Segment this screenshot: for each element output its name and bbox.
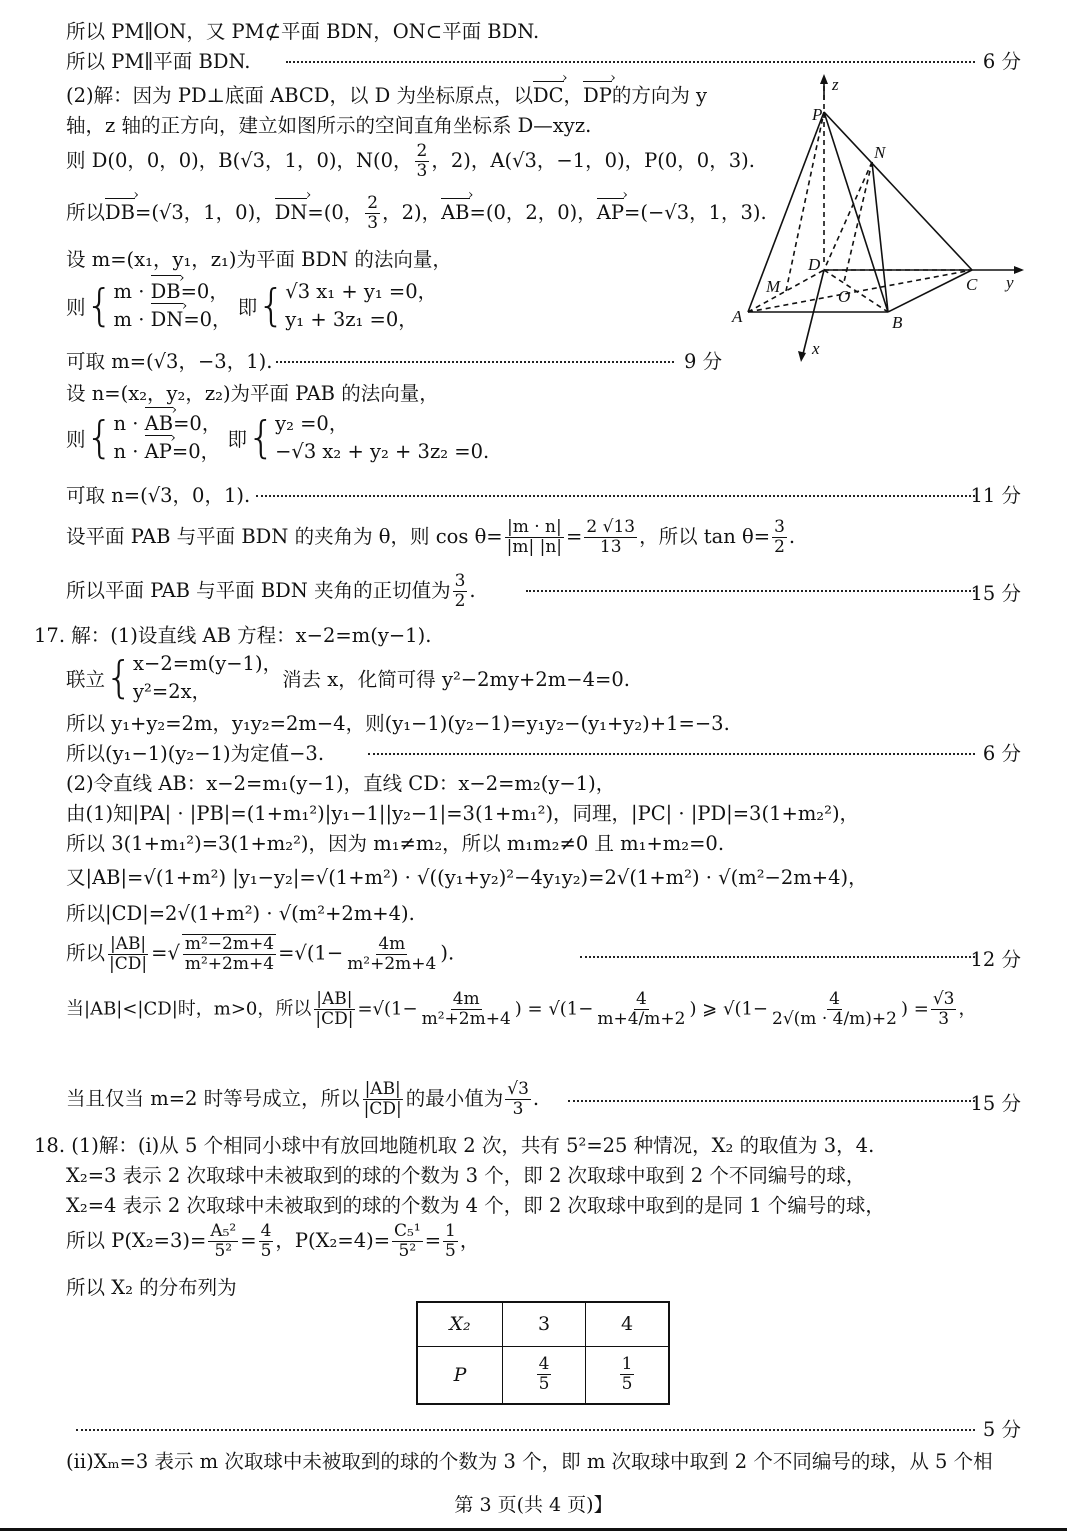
dot-leader [256, 495, 975, 497]
table-cell: 3 [503, 1302, 586, 1346]
text: 设 m=(x₁，y₁，z₁)为平面 BDN 的法向量， [66, 248, 452, 271]
text: 所以 P(X₂=3)= $\frac{\text{A₅²}}{\text{5²}}$ = $\frac{4}{5}$ ，P(X₂=4)= $\frac{\text{C₅¹}}{\text{5²}}$ = $\frac{1}{5}$ ， [66, 1221, 480, 1261]
z-arrow [820, 74, 828, 84]
vector: AP › [597, 201, 624, 224]
text: 所以 y₁+y₂=2m，y₁y₂=2m−4，则(y₁−1)(y₂−1)=y₁y₂−(y₁+y₂)+1=−3. [66, 712, 730, 735]
edge-pb [824, 112, 888, 312]
score-label: 9 分 [684, 350, 723, 373]
dot-leader [76, 1429, 975, 1431]
text: 设 n=(x₂，y₂，z₂)为平面 PAB 的法向量， [66, 382, 439, 405]
vector: DB › [105, 201, 135, 224]
text: 则 D(0，0，0)，B(√3，1，0)，N(0， $\frac{2}{3}$ ，2)，A(√3，−1，0)，P(0，0，3). [66, 141, 755, 181]
table-cell: $\frac{1}{5}$ [586, 1346, 670, 1404]
dot-leader [276, 361, 674, 363]
table-row [417, 1302, 669, 1346]
label-y-axis: y [1006, 273, 1014, 292]
equation-system: 则{m · DB ›=0， m · DN ›=0， 即{√3 x₁ + y₁ =0， y₁ + 3z₁ =0， [66, 278, 437, 334]
text: 可取 m=(√3，−3，1). [66, 350, 273, 373]
edge-pa [748, 112, 824, 312]
page-footer: 第 3 页(共 4 页)】 [454, 1494, 613, 1516]
text: 所以 X₂ 的分布列为 [66, 1276, 237, 1299]
text: (2)解：因为 PD⊥底面 ABCD，以 D 为坐标原点，以DC ›，DP ›的方向为 y [66, 80, 707, 108]
score-label: 15 分 [970, 1092, 1021, 1115]
dot-leader [568, 1100, 975, 1102]
label-z-axis: z [832, 75, 839, 94]
table-cell: 4 [586, 1302, 670, 1346]
segment-nd [824, 162, 872, 270]
label-b: B [892, 313, 903, 332]
vector: DN › [275, 201, 308, 224]
text: 轴，z 轴的正方向，建立如图所示的空间直角坐标系 D—xyz. [66, 114, 592, 137]
text: 17. 解：(1)设直线 AB 方程：x−2=m(y−1). [34, 624, 432, 647]
text: 所以 $\frac{|AB|}{|CD|}$ =√ $\frac{\text{m²−2m+4}}{\text{m²+2m+4}}$ =√(1− $\frac{4m}{\text{m²+2m+4}}$ ). [66, 933, 455, 974]
text: 所以|CD|=2√(1+m²) · √(m²+2m+4). [66, 902, 415, 925]
text: X₂=4 表示 2 次取球中未被取到的球的个数为 4 个，即 2 次取球中取到的是同 1 个编号的球， [66, 1194, 885, 1217]
text: 所以DB ›=(√3，1，0)，DN ›=(0， $\frac{2}{3}$ ，2)，AB ›=(0，2，0)，AP ›=(−√3，1，3). [66, 194, 767, 233]
edge-bc [888, 270, 972, 312]
text: X₂=3 表示 2 次取球中未被取到的球的个数为 3 个，即 2 次取球中取到 2 个不同编号的球， [66, 1164, 866, 1187]
dot-leader [580, 956, 975, 958]
dot-leader [368, 753, 975, 755]
vector: DP › [583, 84, 612, 107]
pyramid-figure [726, 70, 1026, 370]
table-cell: X₂ [417, 1302, 503, 1346]
fraction: $\frac{2}{3}$ [367, 193, 379, 233]
label-c: C [966, 275, 978, 294]
x-arrow [798, 351, 806, 362]
equation-system: 则{n · AB ›=0， n · AP ›=0， 即{y₂ =0， −√3 x₂ + y₂ + 3z₂ =0. [66, 410, 489, 466]
text: 所以平面 PAB 与平面 BDN 夹角的正切值为 $\frac{3}{2}$ . [66, 571, 476, 611]
text: 所以 PM∥平面 BDN. [66, 50, 251, 73]
label-o: O [838, 287, 851, 306]
text: (2)令直线 AB：x−2=m₁(y−1)，直线 CD：x−2=m₂(y−1)， [66, 772, 616, 795]
text: 所以(y₁−1)(y₂−1)为定值−3. [66, 742, 325, 765]
bottom-rule [0, 1528, 1067, 1531]
vector: DC › [533, 84, 564, 107]
table-row [417, 1346, 669, 1404]
fraction: $\frac{2}{3}$ [416, 141, 428, 181]
label-p: P [812, 105, 823, 124]
text: 所以 PM∥ON，又 PM⊄平面 BDN，ON⊂平面 BDN. [66, 20, 540, 43]
score-label: 15 分 [970, 582, 1021, 605]
label-n: N [874, 143, 886, 162]
score-label: 5 分 [982, 1418, 1021, 1441]
text: 又|AB|=√(1+m²) |y₁−y₂|=√(1+m²) · √((y₁+y₂)²−4y₁y₂)=2√(1+m²) · √(m²−2m+4)， [66, 866, 868, 889]
label-a: A [732, 307, 743, 326]
diagonal-ac [748, 270, 972, 312]
y-arrow [1014, 266, 1024, 274]
score-label: 12 分 [970, 948, 1021, 971]
score-label: 6 分 [982, 742, 1021, 765]
text: 由(1)知|PA| · |PB|=(1+m₁²)|y₁−1||y₂−1|=3(1+m₁²)，同理，|PC| · |PD|=3(1+m₂²)， [66, 802, 860, 825]
label-m: M [766, 277, 781, 296]
text: 设平面 PAB 与平面 BDN 的夹角为 θ，则 cos θ= $\frac{|m \cdot n|}{|m| |n|}$ = $\frac{2 √13}{13}$ ，所以 tan θ= $\frac{3}{2}$ . [66, 517, 796, 557]
score-label: 6 分 [982, 50, 1021, 73]
text: (ⅱ)Xₘ=3 表示 m 次取球中未被取到的球的个数为 3 个，即 m 次取球中取到 2 个不同编号的球，从 5 个相 [66, 1450, 993, 1473]
dot-leader [286, 61, 975, 63]
dot-leader [526, 590, 975, 592]
text: 当且仅当 m=2 时等号成立，所以 $\frac{|AB|}{|CD|}$ 的最小值为 $\frac{√3}{3}$ . [66, 1079, 540, 1119]
vector: AB › [441, 201, 469, 224]
distribution-table [416, 1301, 670, 1405]
label-d: D [808, 255, 821, 274]
text: 所以 3(1+m₁²)=3(1+m₂²)，因为 m₁≠m₂，所以 m₁m₂≠0 且 m₁+m₂=0. [66, 832, 725, 855]
equation-system: 联立{x−2=m(y−1)， y²=2x，消去 x，化简可得 y²−2my+2m−4=0. [66, 652, 630, 703]
score-label: 11 分 [970, 484, 1021, 507]
table-cell: $\frac{4}{5}$ [503, 1346, 586, 1404]
text: 当|AB|<|CD|时，m>0，所以 $\frac{|AB|}{|CD|}$ =√(1− $\frac{4m}{\text{m²+2m+4}}$ ) = √(1− $\frac{4}{m+4/m+2}$ ) ⩾ √(1− $\frac{4}{2√(m \cdot 4/m)+2}$ ) = $\frac{√3}{3}$ ， [66, 989, 977, 1029]
text: 可取 n=(√3，0，1). [66, 484, 251, 507]
segment-no [844, 162, 872, 282]
text: 18. (1)解：(ⅰ)从 5 个相同小球中有放回地随机取 2 次，共有 5²=25 种情况，X₂ 的取值为 3，4. [34, 1134, 875, 1157]
label-x-axis: x [812, 339, 820, 358]
edge-pc [824, 112, 972, 270]
table-cell: P [417, 1346, 503, 1404]
